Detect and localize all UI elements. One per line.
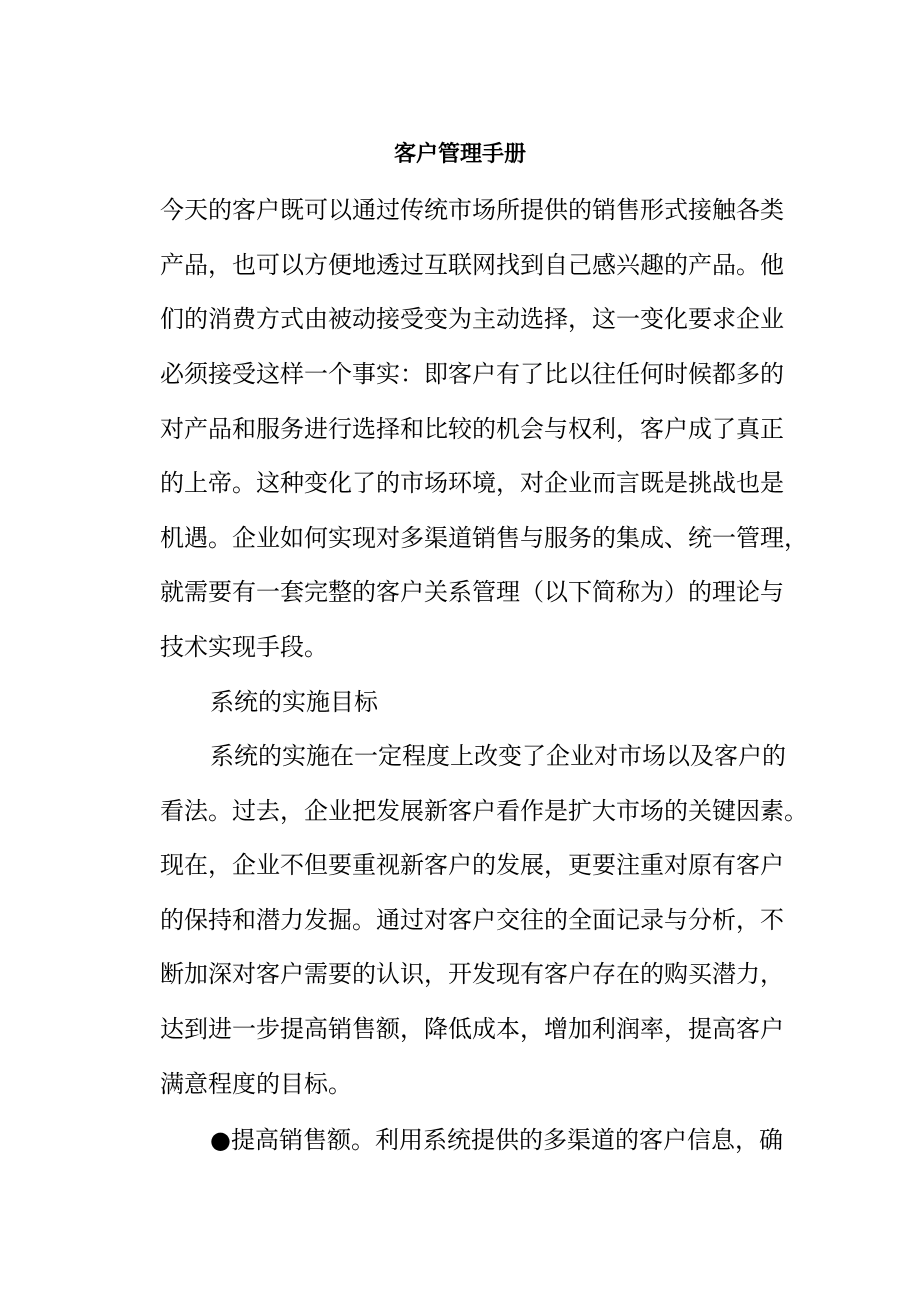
paragraph-line: 对产品和服务进行选择和比较的机会与权利，客户成了真正 xyxy=(160,415,784,443)
section-heading: 系统的实施目标 xyxy=(210,688,378,716)
paragraph-line: 看法。过去，企业把发展新客户看作是扩大市场的关键因素。 xyxy=(160,797,808,825)
paragraph-line: 达到进一步提高销售额，降低成本，增加利润率，提高客户 xyxy=(160,1015,784,1043)
bullet-item: ●提高销售额。利用系统提供的多渠道的客户信息，确 xyxy=(210,1126,783,1154)
paragraph-line: 断加深对客户需要的认识，开发现有客户存在的购买潜力， xyxy=(160,960,784,988)
paragraph-line: 今天的客户既可以通过传统市场所提供的销售形式接触各类 xyxy=(160,196,784,224)
paragraph-line: 产品，也可以方便地透过互联网找到自己感兴趣的产品。他 xyxy=(160,251,784,279)
paragraph-line: 满意程度的目标。 xyxy=(160,1070,352,1098)
paragraph-line: 的保持和潜力发掘。通过对客户交往的全面记录与分析，不 xyxy=(160,906,784,934)
paragraph-line: 机遇。企业如何实现对多渠道销售与服务的集成、统一管理， xyxy=(160,524,808,552)
paragraph-line: 技术实现手段。 xyxy=(160,633,328,661)
paragraph-line: 系统的实施在一定程度上改变了企业对市场以及客户的 xyxy=(210,742,786,770)
paragraph-line: 就需要有一套完整的客户关系管理（以下简称为）的理论与 xyxy=(160,578,784,606)
paragraph-line: 必须接受这样一个事实：即客户有了比以往任何时候都多的 xyxy=(160,360,784,388)
paragraph-line: 现在，企业不但要重视新客户的发展，更要注重对原有客户 xyxy=(160,851,784,879)
paragraph-line: 的上帝。这种变化了的市场环境，对企业而言既是挑战也是 xyxy=(160,469,784,497)
document-title: 客户管理手册 xyxy=(393,141,526,167)
paragraph-line: 们的消费方式由被动接受变为主动选择，这一变化要求企业 xyxy=(160,305,784,333)
